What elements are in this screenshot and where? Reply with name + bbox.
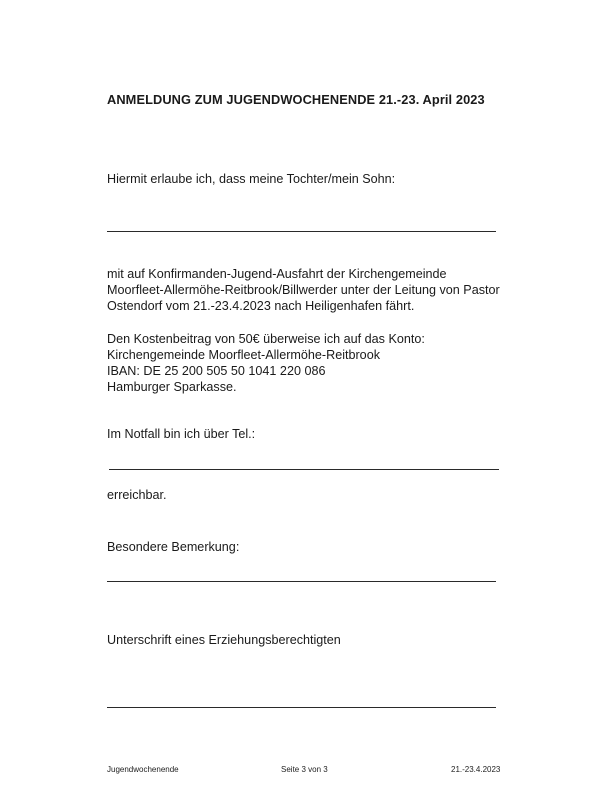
footer-page-number: Seite 3 von 3	[281, 765, 328, 774]
emergency-phone-label: Im Notfall bin ich über Tel.:	[107, 427, 256, 441]
child-name-line[interactable]	[107, 231, 496, 232]
payment-iban: IBAN: DE 25 200 505 50 1041 220 086	[107, 364, 326, 378]
emergency-phone-line[interactable]	[109, 469, 499, 470]
footer-left: Jugendwochenende	[107, 765, 179, 774]
intro-text: Hiermit erlaube ich, dass meine Tochter/mein Sohn:	[107, 172, 396, 186]
remarks-line[interactable]	[107, 581, 496, 582]
remarks-label: Besondere Bemerkung:	[107, 540, 240, 554]
signature-line[interactable]	[107, 707, 496, 708]
reachable-text: erreichbar.	[107, 488, 167, 502]
payment-bank: Hamburger Sparkasse.	[107, 380, 237, 394]
trip-text-line-3: Ostendorf vom 21.-23.4.2023 nach Heiligenhafen fährt.	[107, 299, 415, 313]
trip-text-line-2: Moorfleet-Allermöhe-Reitbrook/Billwerder unter der Leitung von Pastor	[107, 283, 500, 297]
payment-text-line-2: Kirchengemeinde Moorfleet-Allermöhe-Reitbrook	[107, 348, 380, 362]
payment-text-line-1: Den Kostenbeitrag von 50€ überweise ich auf das Konto:	[107, 332, 425, 346]
form-title: ANMELDUNG ZUM JUGENDWOCHENENDE 21.-23. April 2023	[107, 92, 485, 107]
signature-label: Unterschrift eines Erziehungsberechtigten	[107, 633, 341, 647]
trip-text-line-1: mit auf Konfirmanden-Jugend-Ausfahrt der Kirchengemeinde	[107, 267, 447, 281]
footer-date: 21.-23.4.2023	[451, 765, 501, 774]
